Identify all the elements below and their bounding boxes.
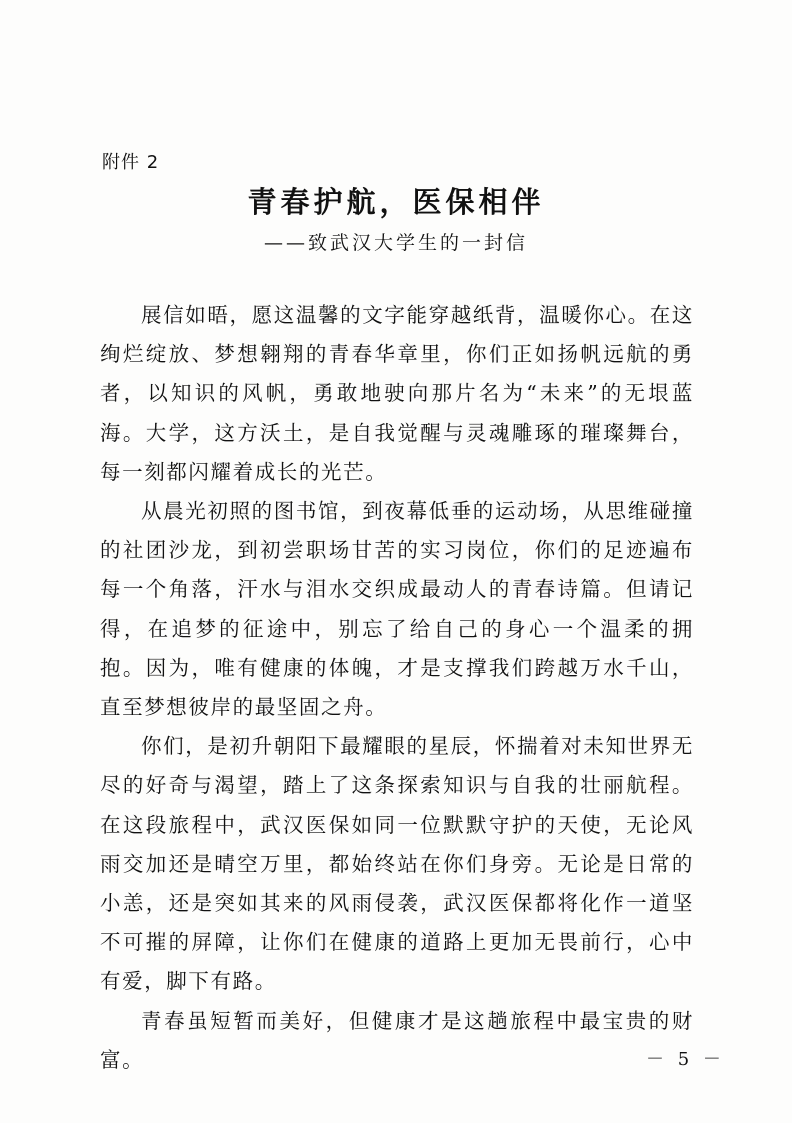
page-number: － 5 － [646,1049,725,1070]
body-paragraph: 你们，是初升朝阳下最耀眼的星辰，怀揣着对未知世界无尽的好奇与渴望，踏上了这条探索知识与自我的壮丽航程。在这段旅程中，武汉医保如同一位默默守护的天使，无论风雨交加还是晴空万里，都始终站在你们身旁。无论是日常的小恙，还是突如其来的风雨侵袭，武汉医保都将化作一道坚不可摧的屏障，让你们在健康的道路上更加无畏前行，心中有爱，脚下有路。 [100,734,694,994]
letter-body [100,296,694,1080]
body-paragraph: 青春虽短暂而美好，但健康才是这趟旅程中最宝贵的财富。 [100,1008,694,1072]
body-paragraph: 从晨光初照的图书馆，到夜幕低垂的运动场，从思维碰撞的社团沙龙，到初尝职场甘苦的实习岗位，你们的足迹遍布每一个角落，汗水与泪水交织成最动人的青春诗篇。但请记得，在追梦的征途中，别忘了给自己的身心一个温柔的拥抱。因为，唯有健康的体魄，才是支撑我们跨越万水千山，直至梦想彼岸的最坚固之舟。 [100,499,694,720]
body-paragraph: 展信如晤，愿这温馨的文字能穿越纸背，温暖你心。在这绚烂绽放、梦想翱翔的青春华章里，你们正如扬帆远航的勇者，以知识的风帆，勇敢地驶向那片名为“未来”的无垠蓝海。大学，这方沃土，是自我觉醒与灵魂雕琢的璀璨舞台，每一刻都闪耀着成长的光芒。 [100,303,694,484]
attachment-label: 附件 2 [102,152,160,173]
document-subtitle: ——致武汉大学生的一封信 [263,232,528,254]
document-title: 青春护航，医保相伴 [247,185,545,219]
